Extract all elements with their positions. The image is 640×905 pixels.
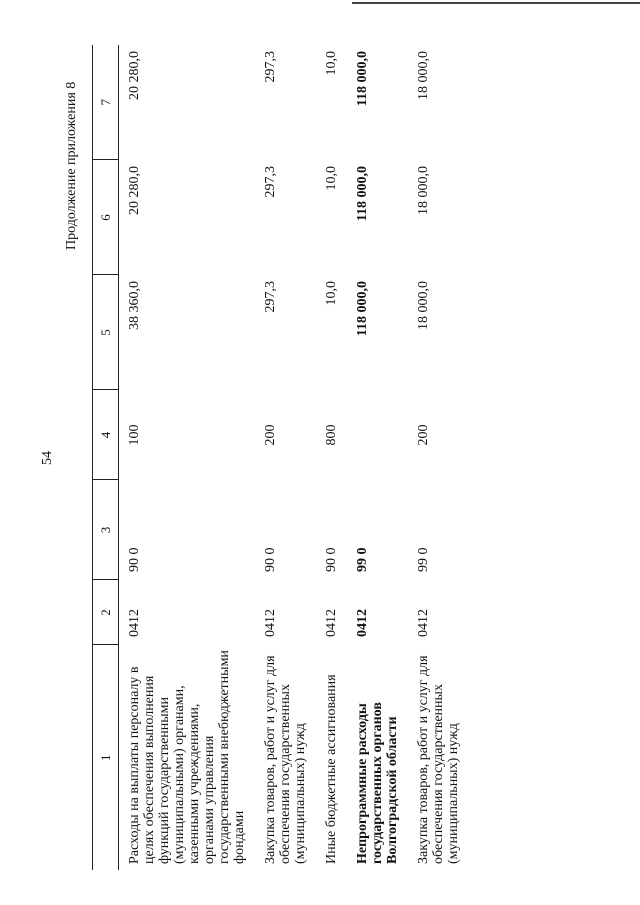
row-name: Иные бюджетные ассигнования bbox=[324, 674, 339, 864]
row-value-col5: 297,3 bbox=[263, 281, 278, 313]
row-program-code: 99 0 bbox=[355, 547, 370, 572]
row-value-col5: 10,0 bbox=[324, 281, 339, 306]
row-value-col6: 10,0 bbox=[324, 166, 339, 191]
row-section-code: 0412 bbox=[416, 609, 431, 637]
row-expense-type bbox=[347, 390, 408, 480]
row-name: Расходы на выплаты персоналу в целях обеспечения выполнения функций государственными (муниципальными) органами, казенными учреждениями, органами управления государственными внебюджетными фондами bbox=[127, 650, 247, 864]
header-cell-6: 6 bbox=[93, 160, 119, 275]
header-cell-1: 1 bbox=[93, 645, 119, 870]
row-value-col7: 20 280,0 bbox=[127, 51, 142, 100]
row-value-col5: 38 360,0 bbox=[127, 281, 142, 330]
row-value-col6: 20 280,0 bbox=[127, 166, 142, 215]
row-name: Закупка товаров, работ и услуг для обеспечения государственных (муниципальных) нужд bbox=[263, 655, 308, 864]
row-section-code: 0412 bbox=[355, 609, 370, 637]
row-program-code: 99 0 bbox=[416, 547, 431, 572]
table-row bbox=[316, 45, 347, 870]
row-expense-type: 100 bbox=[127, 424, 142, 446]
row-value-col7: 118 000,0 bbox=[355, 51, 370, 107]
row-value-col7: 18 000,0 bbox=[416, 51, 431, 100]
row-value-col5: 18 000,0 bbox=[416, 281, 431, 330]
row-value-col7: 297,3 bbox=[263, 51, 278, 83]
row-name: Непрограммные расходы государственных органов Волгоградской области bbox=[355, 702, 400, 864]
page-number: 54 bbox=[40, 451, 55, 465]
table-row bbox=[119, 45, 256, 870]
table-row bbox=[347, 45, 408, 870]
row-value-col7: 10,0 bbox=[324, 51, 339, 76]
row-program-code: 90 0 bbox=[324, 547, 339, 572]
header-cell-3: 3 bbox=[93, 480, 119, 580]
row-program-code: 90 0 bbox=[263, 547, 278, 572]
row-value-col6: 18 000,0 bbox=[416, 166, 431, 215]
header-cell-5: 5 bbox=[93, 275, 119, 390]
header-cell-2: 2 bbox=[93, 580, 119, 645]
budget-table bbox=[92, 45, 469, 870]
row-value-col6: 118 000,0 bbox=[355, 166, 370, 222]
header-cell-4: 4 bbox=[93, 390, 119, 480]
appendix-title: Продолжение приложения 8 bbox=[64, 81, 79, 250]
row-expense-type: 200 bbox=[416, 424, 431, 446]
row-expense-type: 800 bbox=[324, 424, 339, 446]
row-value-col5: 118 000,0 bbox=[355, 281, 370, 337]
row-section-code: 0412 bbox=[324, 609, 339, 637]
header-row bbox=[93, 45, 119, 870]
row-program-code: 90 0 bbox=[127, 547, 142, 572]
row-value-col6: 297,3 bbox=[263, 166, 278, 198]
row-section-code: 0412 bbox=[263, 609, 278, 637]
table-row bbox=[408, 45, 469, 870]
header-cell-7: 7 bbox=[93, 45, 119, 160]
row-expense-type: 200 bbox=[263, 424, 278, 446]
row-name: Закупка товаров, работ и услуг для обеспечения государственных (муниципальных) нужд bbox=[416, 655, 461, 864]
table-row bbox=[255, 45, 316, 870]
row-section-code: 0412 bbox=[127, 609, 142, 637]
